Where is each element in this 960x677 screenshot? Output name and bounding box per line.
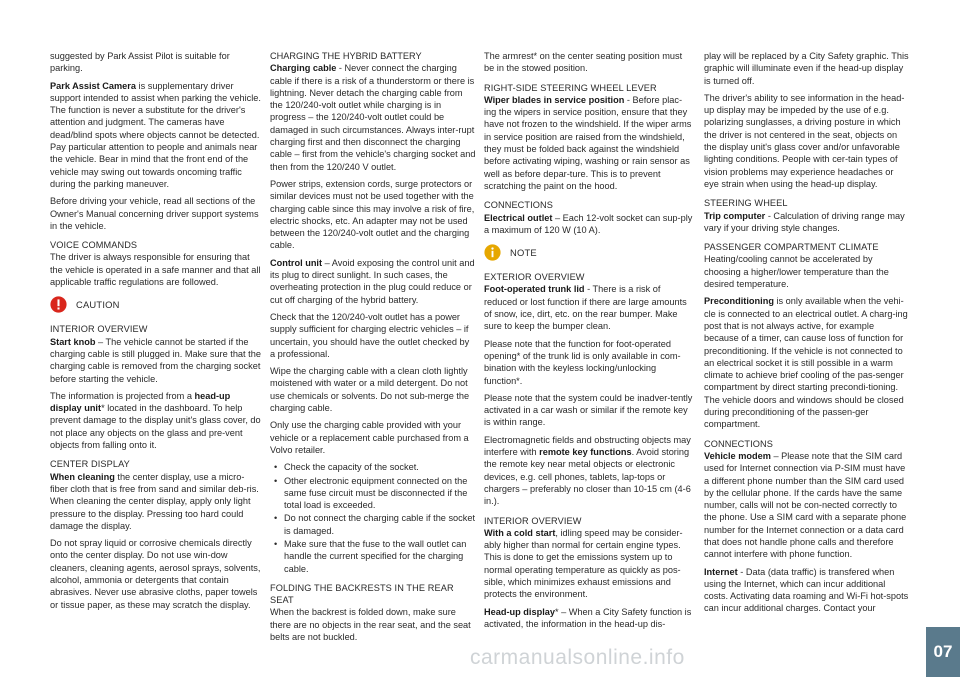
section-heading: INTERIOR OVERVIEW: [484, 515, 582, 526]
note-callout: [484, 244, 694, 261]
section-heading: CONNECTIONS: [484, 200, 553, 211]
paragraph: The information is projected from a head-up display unit* located in the dashboard. To help prevent damage to the display unit's glass cover, do not place any objects on the glass and pre-vent objects from falling onto it.: [50, 390, 261, 451]
paragraph: Electrical outlet – Each 12-volt socket can sup-ply a maximum of 120 W (10 A).: [484, 212, 693, 235]
list-item: • Do not connect the charging cable if the socket is damaged.: [284, 512, 476, 537]
section-heading: CHARGING THE HYBRID BATTERY: [270, 51, 422, 61]
paragraph: Internet - Data (data traffic) is transfered when using the Internet, which can incur additional costs. Activating data roaming and Wi-Fi hot-spots can incur additional charges. Contact your: [704, 566, 909, 614]
paragraph: Head-up display* – When a City Safety function is activated, the information in the head-up dis-: [484, 606, 692, 629]
paragraph: Start knob – The vehicle cannot be started if the charging cable is still plugged in. Make sure that the charging cable is removed from the charging socket before starting the vehicle.: [50, 336, 261, 384]
caution-callout: [50, 296, 262, 313]
paragraph: Park Assist Camera is supplementary driver support intended to assist when parking the vehicle. The function is never a substitute for the driver's attention and judgment. The cameras have dead/blind spots where objects cannot be detected. Pay particular attention to people and animals near the vehicle. Bear in mind that the front end of the vehicle may swing out towards oncoming traffic during the parking maneuver.: [50, 80, 261, 189]
section-heading: VOICE COMMANDS: [50, 240, 138, 251]
paragraph: Vehicle modem – Please note that the SIM card used for Internet connection via P-SIM must have a different phone number than the SIM card used by the cellular phone. If the cards have the same number, calls will not be con-nected correctly to the phone. Use a SIM card with a separate phone number for the Internet connection or a data card that does not handle phone calls and therefore cannot interfere with phone function.: [704, 450, 907, 560]
paragraph: Check that the 120/240-volt outlet has a power supply sufficient for charging electric vehicles – if uncertain, you should have the outlet checked by a professional.: [270, 311, 470, 359]
watermark: carmanualsonline.info: [470, 646, 685, 669]
paragraph: The driver is always responsible for ensuring that the vehicle is operated in a safe manner and that all applicable traffic regulations are followed.: [50, 252, 261, 288]
paragraph: Preconditioning is only available when the vehi-cle is connected to an electrical outlet. A charg-ing post that is not always active, for example because of a timer, can cause loss of function for preconditioning. If the vehicle is not connected to an electrical socket it is still possible in a warm climate to achieve brief cooling of the pas-senger compartment by direct starting precondi-tioning. The vehicle doors and windows should be closed during preconditioning of the passen-ger compartment.: [704, 296, 908, 430]
column-3: [484, 50, 694, 635]
paragraph: Power strips, extension cords, surge protectors or similar devices must not be used together with the charging cable since this may involve a risk of fire, electric shocks, etc. An adapter may not be used between the 120/240-volt outlet and the charging cable.: [270, 178, 475, 251]
note-label: NOTE: [510, 246, 537, 258]
caution-label: CAUTION: [76, 298, 120, 310]
bullet-list: [270, 461, 476, 575]
paragraph: Control unit – Avoid exposing the control unit and its plug to direct sunlight. In such cases, the overheating protection in the plug could reduce or cut off charging of the hybrid battery.: [270, 257, 475, 305]
list-item: • Other electronic equipment connected on the same fuse circuit must be disconnected if the total load is exceeded.: [284, 475, 476, 512]
paragraph: Before driving your vehicle, read all sections of the Owner's Manual concerning driver support systems in the vehicle.: [50, 196, 259, 231]
caution-icon: [50, 296, 67, 313]
paragraph: Electromagnetic fields and obstructing objects may interfere with remote key functions. Avoid storing the remote key near metal objects or electronic devices, e.g. cell phones, tablets, lap-tops or chargers – preferably no closer than 10-15 cm (4-6 in.).: [484, 434, 691, 507]
section-heading: STEERING WHEEL: [704, 198, 788, 209]
column-1: [50, 50, 262, 616]
paragraph: Trip computer - Calculation of driving range may vary if your driving style changes.: [704, 210, 905, 233]
paragraph: The driver's ability to see information in the head-up display may be impeded by the use of e.g. polarizing sunglasses, a driving posture in which the driver is not centered in the seat, objects on the display unit's glass cover and/or unfavorable lighting conditions. People with cer-tain types of vision problems may experience headaches or eye strain when using the head-up display.: [704, 92, 905, 189]
section-heading: RIGHT-SIDE STEERING WHEEL LEVER: [484, 82, 657, 93]
paragraph: When cleaning the center display, use a micro-fiber cloth that is free from sand and similar deb-ris. When cleaning the center display, apply only light pressure to the display. Pressing too hard could damage the display.: [50, 471, 259, 531]
paragraph: The armrest* on the center seating position must be in the stowed position.: [484, 51, 683, 74]
section-heading: PASSENGER COMPARTMENT CLIMATE: [704, 242, 879, 253]
paragraph: Only use the charging cable provided with your vehicle or a replacement cable purchased from a Volvo retailer.: [270, 420, 469, 455]
paragraph: Please note that the function for foot-operated opening* of the trunk lid is only available in com-bination with the keyless locking/unlocking function*.: [484, 338, 681, 386]
section-heading: CONNECTIONS: [704, 438, 773, 449]
paragraph: Wipe the charging cable with a clean cloth lightly moistened with water or a mild detergent. Do not use chemicals or solvents. Do not sub-merge the charging cable.: [270, 366, 470, 414]
column-4: [704, 50, 910, 620]
column-2: [270, 50, 476, 648]
paragraph: Charging cable - Never connect the charging cable if there is a risk of a thunderstorm or there is lightning. Never detach the charging cable from the 120/240-volt outlet while charging is in progress – the 120/240-volt outlet could be damaged in such circumstances. Always inter-rupt charging first and then disconnect the charging cable – first from the vehicle's charging socket and then from the 120/240 V outlet.: [270, 63, 476, 172]
paragraph: play will be replaced by a City Safety graphic. This graphic will illuminate even if the head-up display is turned off.: [704, 51, 909, 86]
paragraph: Please note that the system could be inadver-tently activated in a car wash or similar if the remote key is within range.: [484, 392, 693, 428]
list-item: • Check the capacity of the socket.: [284, 461, 476, 473]
list-item: • Make sure that the fuse to the wall outlet can handle the current specified for the charging cable.: [284, 538, 476, 575]
chapter-tab: 07: [926, 627, 960, 677]
note-icon: [484, 244, 501, 261]
paragraph: Wiper blades in service position - Before plac-ing the wipers in service position, ensure that they have not frozen to the windshield. If the wiper arms in service position are raised from the windshield, they must be folded back against the windshield before activating wiping, washing or rain sensor as well as before depar-ture. This is to prevent scratching the paint on the hood.: [484, 94, 692, 191]
paragraph: Heating/cooling cannot be accelerated by choosing a higher/lower temperature than the desired temperature.: [704, 254, 889, 290]
paragraph: suggested by Park Assist Pilot is suitable for parking.: [50, 51, 230, 74]
paragraph: Do not spray liquid or corrosive chemicals directly onto the center display. Do not use win-dow cleaners, cleaning agents, aerosol sprays, solvents, alcohol, ammonia or detergents that contain abrasives. Never use abrasive cloths, paper towels or tissue paper, as these may scratch the display.: [50, 538, 261, 610]
section-heading: CENTER DISPLAY: [50, 459, 130, 470]
section-heading: EXTERIOR OVERVIEW: [484, 272, 585, 283]
paragraph: Foot-operated trunk lid - There is a risk of reduced or lost function if there are large amounts of snow, ice, dirt, etc. on the rear bumper. Make sure to keep the bumper clean.: [484, 284, 687, 332]
paragraph: When the backrest is folded down, make sure there are no objects in the rear seat, and the seat belts are not buckled.: [270, 607, 471, 643]
paragraph: With a cold start, idling speed may be consider-ably higher than normal for certain engine types. This is done to get the emissions system up to normal operating temperature as quickly as pos-sible, which minimizes exhaust emissions and protects the environment.: [484, 527, 683, 600]
section-heading: FOLDING THE BACKRESTS IN THE REAR SEAT: [270, 582, 454, 606]
section-heading: INTERIOR OVERVIEW: [50, 324, 148, 335]
